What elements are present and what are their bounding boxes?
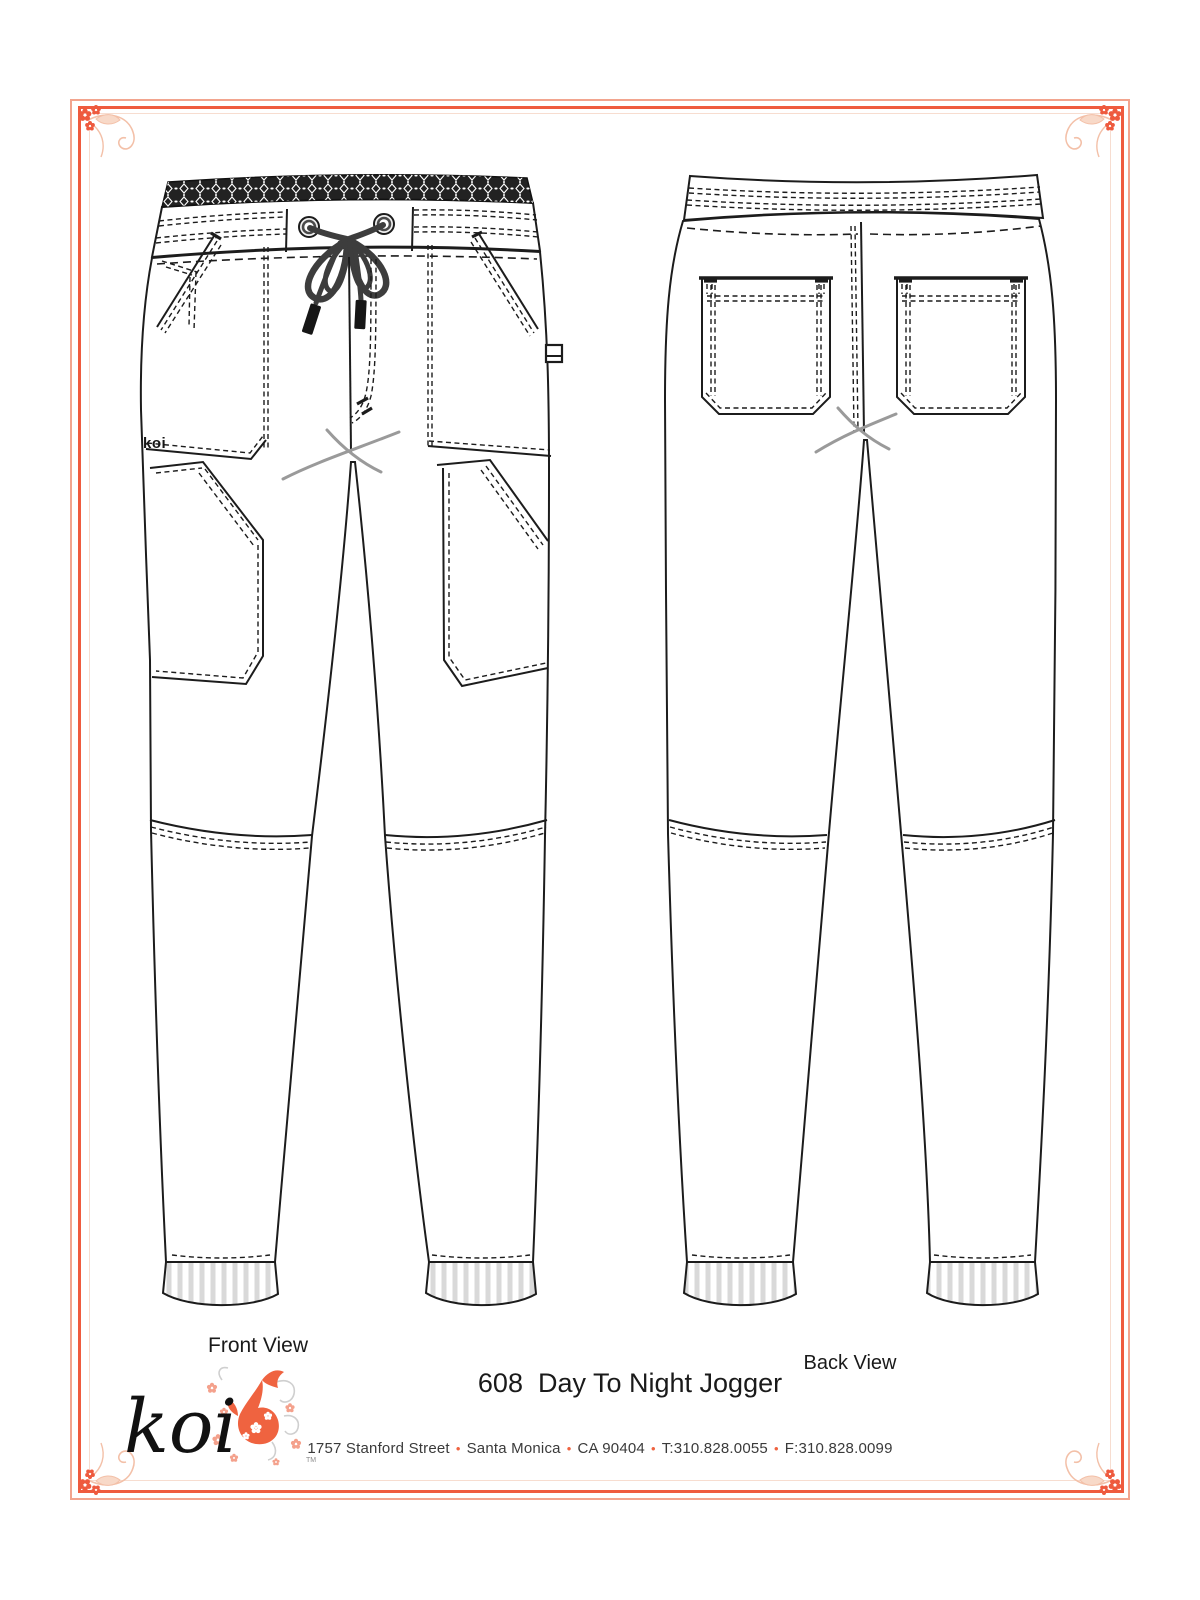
front-view-drawing [141,175,562,1305]
brand-wordmark: koi [124,1384,238,1470]
address-city: Santa Monica [466,1440,561,1457]
back-pocket-right [894,278,1028,414]
bullet-separator: • [650,1441,656,1456]
back-view-drawing [665,175,1056,1305]
corner-flourish-icon [1066,105,1121,157]
bullet-separator: • [773,1441,779,1456]
back-pocket-left [699,278,833,414]
back-view-label: Back View [803,1352,897,1374]
address-state-zip: CA 90404 [577,1440,645,1457]
front-view-label: Front View [208,1334,308,1357]
pocket-brand-label: koi [143,435,167,452]
front-pant-body [141,248,549,1262]
side-tab [546,345,562,362]
trademark-symbol: TM [306,1457,317,1464]
address-street: 1757 Stanford Street [307,1440,450,1457]
company-address [90,1440,1110,1457]
phone-number: T:310.828.0055 [661,1440,768,1457]
style-title: 608 Day To Night Jogger [477,1368,783,1398]
bullet-separator: • [455,1441,461,1456]
aglet [354,300,367,330]
brand-logo [118,1366,318,1481]
back-rib-cuffs [684,1255,1038,1305]
fax-number: F:310.828.0099 [784,1440,893,1457]
front-rib-cuffs [163,1255,536,1305]
corner-flourish-icon [79,105,134,157]
bullet-separator: • [566,1441,572,1456]
